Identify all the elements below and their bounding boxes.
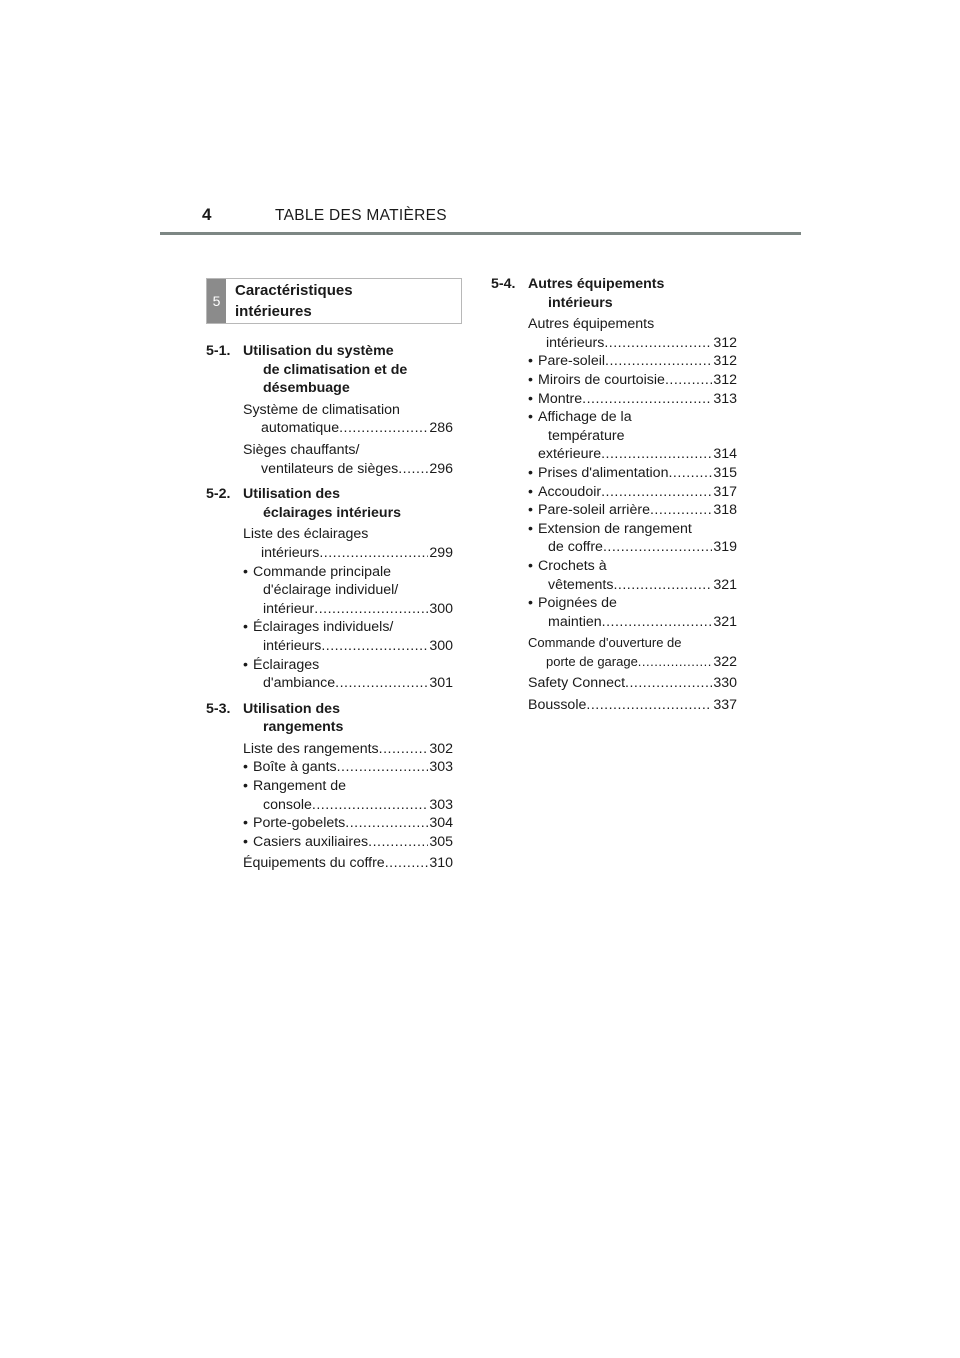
page-ref: 300 [429, 600, 453, 617]
bullet: • [243, 656, 248, 673]
entry-title-cont: intérieurs [546, 334, 605, 351]
page-ref: 319 [713, 539, 737, 556]
entry-title: Système de climatisation [243, 401, 400, 418]
chapter-title-cont: intérieurs [548, 294, 613, 311]
subentry-title: Accoudoir [538, 483, 602, 500]
bullet: • [243, 563, 248, 580]
entry-title-cont: automatique [261, 420, 340, 437]
chapter-number: 5-1. [206, 343, 231, 359]
toc-subentry[interactable] [491, 352, 737, 371]
toc-subentry[interactable] [206, 563, 453, 619]
page-number: 4 [202, 205, 212, 224]
subentry-title-cont: intérieur [263, 600, 315, 617]
toc-subentry[interactable] [491, 501, 737, 520]
page-ref: 337 [713, 697, 737, 714]
page-ref: 286 [429, 420, 453, 437]
page-ref: 312 [713, 371, 737, 388]
page-ref: 321 [713, 613, 737, 630]
bullet: • [528, 595, 533, 612]
subentry-title: Commande principale [253, 563, 392, 580]
chapter-5-4[interactable] [491, 275, 737, 312]
chapter-title-cont: désembuage [263, 380, 350, 397]
bullet: • [528, 390, 533, 407]
toc-subentry[interactable] [206, 777, 453, 814]
subentry-title: Crochets à [538, 557, 607, 574]
bullet: • [528, 483, 533, 500]
subentry-title: Porte-gobelets [253, 815, 346, 832]
page-ref: 315 [713, 464, 737, 481]
subentry-title: Poignées de [538, 595, 617, 612]
page-header-title: TABLE DES MATIÈRES [275, 207, 447, 224]
subentry-title: Rangement de [253, 778, 347, 795]
entry-title: Autres équipements [528, 316, 655, 333]
subentry-title: Prises d'alimentation [538, 464, 669, 481]
toc-entry[interactable] [206, 854, 453, 873]
toc-entry[interactable] [491, 696, 737, 715]
subentry-title-cont: maintien [548, 613, 602, 630]
page-ref: 314 [713, 446, 737, 463]
toc-left-column [206, 342, 453, 876]
subentry-title-cont: d'ambiance [263, 675, 336, 692]
page-ref: 296 [429, 460, 453, 477]
toc-subentry[interactable] [206, 758, 453, 777]
toc-entry[interactable] [206, 740, 453, 759]
toc-subentry[interactable] [491, 390, 737, 409]
section-title-line2: intérieures [235, 303, 312, 320]
bullet: • [243, 833, 248, 850]
page-ref: 303 [429, 796, 453, 813]
chapter-number: 5-2. [206, 486, 231, 503]
page-ref: 321 [713, 576, 737, 593]
section-tab: 5 [207, 279, 226, 323]
bullet: • [528, 520, 533, 537]
subentry-title-cont: extérieure [538, 446, 602, 463]
subentry-title-cont: température [548, 427, 625, 444]
subentry-title: Extension de rangement [538, 520, 692, 537]
page-ref: 305 [429, 833, 453, 850]
subentry-title-cont: console [263, 796, 312, 813]
subentry-title: Pare-soleil arrière [538, 502, 650, 519]
subentry-title: Montre [538, 390, 583, 407]
entry-title: Safety Connect [528, 675, 626, 692]
subentry-title: Boîte à gants [253, 759, 337, 776]
entry-title: Équipements du coffre [243, 855, 385, 872]
subentry-title: Éclairages individuels/ [253, 619, 394, 636]
entry-title: Sièges chauffants/ [243, 441, 360, 458]
chapter-title: Utilisation du système [243, 343, 394, 359]
toc-subentry[interactable] [491, 408, 737, 464]
page-ref: 313 [713, 390, 737, 407]
entry-title: Boussole [528, 697, 587, 714]
header-rule [160, 232, 801, 235]
toc-subentry[interactable] [491, 557, 737, 594]
toc-subentry[interactable] [491, 594, 737, 631]
section-box [206, 278, 462, 324]
toc-subentry[interactable] [206, 656, 453, 693]
chapter-title: Utilisation des [243, 700, 340, 717]
toc-subentry[interactable] [491, 520, 737, 557]
toc-subentry[interactable] [206, 618, 453, 655]
entry-title-cont: ventilateurs de sièges [261, 460, 399, 477]
entry-title: Liste des rangements [243, 740, 379, 757]
page-ref: 330 [713, 675, 737, 692]
bullet: • [528, 409, 533, 426]
entry-title: Commande d'ouverture de [528, 635, 682, 651]
subentry-title: Affichage de la [538, 409, 632, 426]
page-ref: 322 [713, 653, 737, 670]
bullet: • [243, 759, 248, 776]
toc-subentry[interactable] [206, 814, 453, 833]
bullet: • [528, 353, 533, 370]
toc-right-column [491, 275, 737, 718]
bullet: • [243, 815, 248, 832]
toc-entry[interactable] [206, 525, 453, 562]
entry-title: Liste des éclairages [243, 526, 369, 543]
bullet: • [528, 464, 533, 481]
subentry-title: Pare-soleil [538, 353, 606, 370]
toc-entry[interactable] [491, 634, 737, 671]
page-ref: 301 [429, 675, 453, 692]
subentry-title-cont: vêtements [548, 576, 614, 593]
bullet: • [528, 371, 533, 388]
toc-entry[interactable] [491, 674, 737, 693]
subentry-title-cont: d'éclairage individuel/ [263, 582, 399, 599]
page-ref: 317 [713, 483, 737, 500]
page-ref: 312 [713, 334, 737, 351]
chapter-title-cont: rangements [263, 719, 344, 736]
page-ref: 299 [429, 544, 453, 561]
bullet: • [528, 502, 533, 519]
page-ref: 312 [713, 353, 737, 370]
entry-title-cont: intérieurs [261, 544, 320, 561]
section-title-line1: Caractéristiques [235, 282, 353, 299]
page-ref: 304 [429, 815, 453, 832]
chapter-number: 5-4. [491, 276, 516, 292]
chapter-5-3[interactable] [206, 700, 453, 737]
entry-title-cont: porte de garage [546, 653, 638, 669]
toc-subentry[interactable] [491, 371, 737, 390]
toc-subentry[interactable] [206, 833, 453, 852]
chapter-title: Autres équipements [528, 276, 665, 292]
page-ref: 310 [429, 855, 453, 872]
chapter-5-1[interactable] [206, 342, 453, 398]
chapter-number: 5-3. [206, 700, 231, 717]
subentry-title: Casiers auxiliaires [253, 833, 369, 850]
chapter-5-2[interactable] [206, 485, 453, 522]
subentry-title: Miroirs de courtoisie [538, 371, 665, 388]
toc-subentry[interactable] [491, 464, 737, 483]
subentry-title-cont: de coffre [548, 539, 603, 556]
toc-entry[interactable] [206, 401, 453, 438]
bullet: • [243, 619, 248, 636]
toc-entry[interactable] [206, 441, 453, 478]
subentry-title-cont: intérieurs [263, 637, 322, 654]
page-ref: 318 [713, 502, 737, 519]
page-ref: 300 [429, 637, 453, 654]
chapter-title-cont: éclairages intérieurs [263, 504, 402, 521]
toc-subentry[interactable] [491, 483, 737, 502]
page-ref: 303 [429, 759, 453, 776]
bullet: • [528, 557, 533, 574]
chapter-title-cont: de climatisation et de [263, 361, 408, 378]
bullet: • [243, 778, 248, 795]
toc-entry[interactable] [491, 315, 737, 352]
section-title [235, 280, 353, 322]
subentry-title: Éclairages [253, 656, 320, 673]
chapter-title: Utilisation des [243, 486, 340, 503]
page-ref: 302 [429, 740, 453, 757]
